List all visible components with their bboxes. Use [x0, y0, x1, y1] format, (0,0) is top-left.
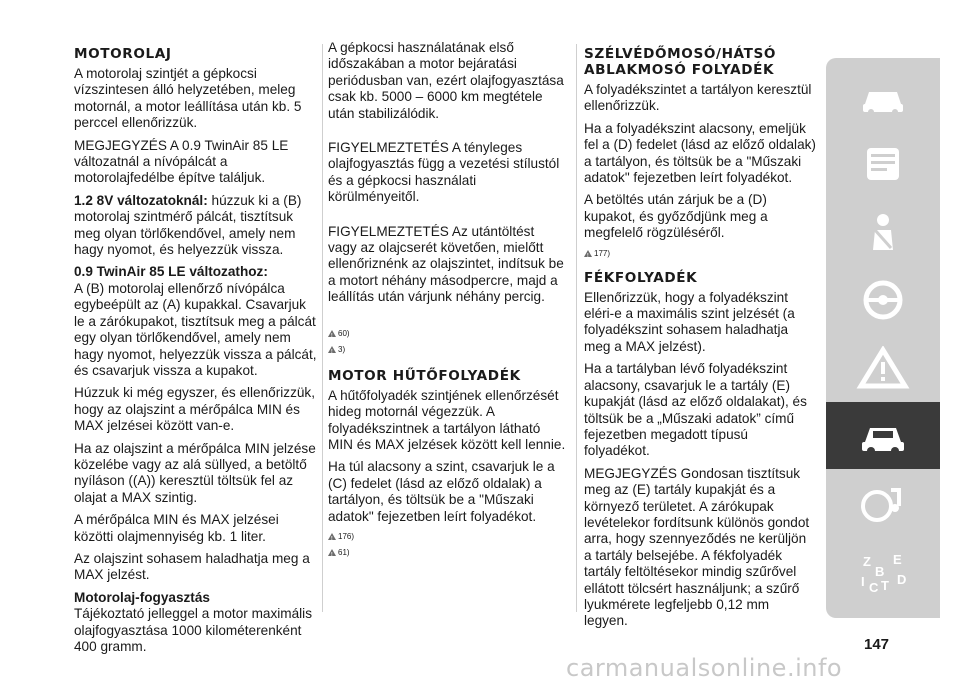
paragraph: Ellenőrizzük, hogy a folyadékszint eléri-e a maximális szint jelzését (a folyadékszint sohasem haladhatja meg a MAX jelzést). [584, 289, 795, 354]
paragraph: Ha a folyadékszint alacsony, emeljük fel a (D) fedelet (lásd az előző oldalak) a tartályon, és töltsük be a "Műszaki adatok" fejezetben leírt folyadékot. [584, 120, 816, 186]
tab-info[interactable] [826, 130, 940, 197]
section-heading-hutofolyadek: MOTOR HŰTŐFOLYADÉK [328, 367, 521, 384]
warning-note: FIGYELMEZTETÉS A tényleges olajfogyasztás függ a vezetési stílustól és a gépkocsi használati körülményeitől. [328, 140, 560, 205]
warning-ref-number: 176) [338, 531, 355, 541]
paragraph: A mérőpálca MIN és MAX jelzései közötti olajmennyiség kb. 1 liter. [74, 512, 279, 544]
steering-wheel-icon [853, 278, 913, 322]
tab-dashboard[interactable] [826, 62, 940, 129]
warning-ref [328, 344, 566, 356]
tab-driving[interactable] [826, 266, 940, 333]
warning-triangle-icon [584, 250, 592, 257]
tab-index[interactable] [826, 538, 940, 605]
paragraph: Az olajszint sohasem haladhatja meg a MAX jelzést. [74, 550, 310, 583]
paragraph: A folyadékszintet a tartályon keresztül ellenőrizzük. [584, 82, 812, 114]
warning-ref [328, 547, 566, 559]
index-letter: T [881, 577, 889, 593]
warning-ref-number: 60) [338, 328, 350, 338]
page-number: 147 [864, 636, 890, 653]
paragraph: Húzzuk ki még egyszer, és ellenőrizzük, hogy az olajszint a mérőpálca MIN és MAX jelzései között van-e. [74, 385, 316, 434]
watermark: carmanualsonline.info [566, 654, 843, 682]
section-heading-szelvedomoso: SZÉLVÉDŐMOSÓ/HÁTSÓ ABLAKMOSÓ FOLYADÉK [584, 46, 777, 78]
warning-note: FIGYELMEZTETÉS Az utántöltést vagy az olajcserét követően, mielőtt ellenőriznénk az olajszintet, indítsuk be a motort néhány másodpercre, majd a leállítás után várjunk néhány percig. [328, 223, 564, 305]
tab-emergency[interactable] [826, 334, 940, 401]
index-letter: Z [863, 553, 871, 569]
column-2 [328, 40, 566, 561]
paragraph [74, 193, 318, 259]
warning-triangle-icon [328, 330, 336, 337]
warning-ref [328, 328, 566, 340]
note: MEGJEGYZÉS A 0.9 TwinAir 85 LE változatnál a nívópálcát a motorolajfedélbe építve találjuk. [74, 137, 289, 186]
paragraph: Ha túl alacsony a szint, csavarjuk le a (C) fedelet (lásd az előző oldalak) a tartályon, és töltsük be a "Műszaki adatok" fejezetben leírt folyadékot. [328, 459, 555, 524]
column-divider [322, 44, 323, 612]
warning-triangle-icon [328, 346, 336, 353]
warning-triangle-icon [328, 533, 336, 540]
index-letters-icon [853, 550, 913, 594]
warning-ref [584, 248, 816, 260]
paragraph: A (B) motorolaj ellenőrző nívópálca egybeépült az (A) kupakkal. Csavarjuk le a zárókupakot, tisztítsuk meg a pálcát egy olyan törlőkendővel, amely nem hagy nyomot, helyezzük vissza a pálcát, és csavarjuk vissza a kupakot. [74, 280, 317, 378]
subheading-olajfogyasztas: Motorolaj-fogyasztás [74, 589, 210, 605]
multimedia-icon [853, 482, 913, 526]
paragraph: Tájékoztató jelleggel a motor maximális olajfogyasztása 1000 kilométerenként 400 gramm. [74, 606, 312, 654]
paragraph: Ha az olajszint a mérőpálca MIN jelzése közelébe vagy az alá süllyed, a betöltő nyíláson ((A)) keresztül töltsük fel az olajat a MAX szintig. [74, 440, 316, 505]
tab-safety[interactable] [826, 198, 940, 265]
index-letter: C [869, 579, 879, 594]
info-icon [853, 142, 913, 186]
index-letter: I [861, 573, 865, 589]
chapter-tab-sidebar [826, 58, 940, 618]
index-letter: E [893, 551, 902, 567]
car-dashboard-icon [853, 74, 913, 118]
warning-ref-number: 61) [338, 547, 350, 557]
index-letter: B [875, 563, 885, 579]
tab-multimedia[interactable] [826, 470, 940, 537]
column-1 [74, 40, 318, 661]
note: MEGJEGYZÉS Gondosan tisztítsuk meg az (E) tartály kupakját és a környező területet. A zárókupak levételekor fordítsunk különös gondot arra, hogy szennyeződés ne kerüljön a tartály belsejébe. A fékfolyadék tartály feltöltésekor mindig szűrővel ellátott tölcsért használjunk; a szűrő lyukmérete legfeljebb 0,12 mm legyen. [584, 465, 810, 629]
car-service-icon [853, 414, 913, 458]
index-letter: D [897, 571, 907, 587]
paragraph: Ha a tartályban lévő folyadékszint alacsony, csavarjuk le a tartály (E) kupakját (lásd az előző oldalakat), és töltsük be a „Műszaki adatok” című fejezetben megadott típusú folyadékot. [584, 361, 807, 459]
warning-ref-number: 177) [594, 248, 611, 258]
paragraph-text: húzzuk ki a (B) motorolaj szintmérő pálcát, tisztítsuk meg olyan törlőkendővel, amely nem hagy nyomot, és helyezzük vissza. [74, 192, 302, 258]
tab-maintenance[interactable] [826, 402, 940, 469]
warning-ref [328, 531, 566, 543]
paragraph: A hűtőfolyadék szintjének ellenőrzését hideg motornál végezzük. A folyadékszintnek a tartályon látható MIN és MAX jelzések között kell lennie. [328, 387, 566, 452]
warning-triangle-icon [328, 549, 336, 556]
paragraph: A betöltés után zárjuk be a (D) kupakot, és győződjünk meg a megfelelő rögzüléséről. [584, 192, 768, 241]
paragraph: A motorolaj szintjét a gépkocsi vízszintesen álló helyzetében, meleg motornál, a motor leállítása után kb. 5 perccel ellenőrizzük. [74, 66, 302, 131]
column-divider [576, 44, 577, 612]
paragraph: A gépkocsi használatának első időszakában a motor bejáratási periódusban van, ezért olajfogyasztása csak kb. 5000 – 6000 km megtétele után stabilizálódik. [328, 40, 564, 121]
inline-subheading: 1.2 8V változatoknál: [74, 192, 208, 208]
section-heading-motorolaj: MOTOROLAJ [74, 46, 172, 62]
subheading-twinair: 0.9 TwinAir 85 LE változathoz: [74, 264, 268, 280]
section-heading-fekfolyadek: FÉKFOLYADÉK [584, 269, 698, 286]
warning-ref-number: 3) [338, 344, 346, 354]
column-3 [584, 40, 816, 636]
warning-triangle-icon [853, 346, 913, 390]
seatbelt-airbag-icon [853, 210, 913, 254]
